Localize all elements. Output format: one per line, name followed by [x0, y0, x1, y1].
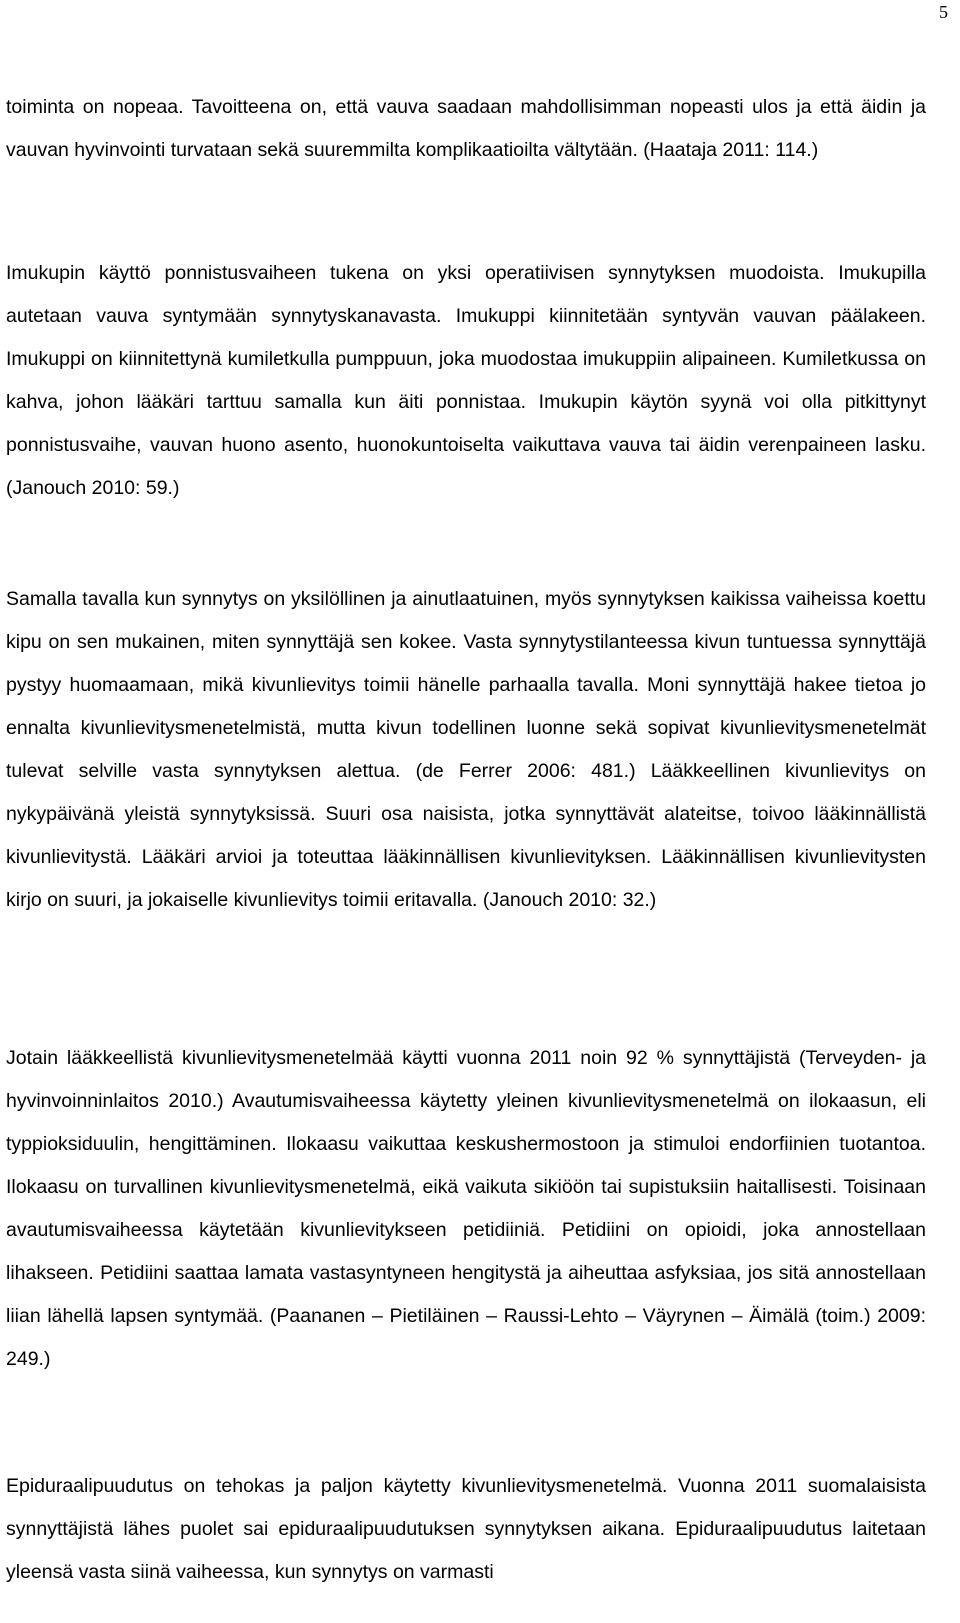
paragraph-5: Epiduraalipuudutus on tehokas ja paljon käytetty kivunlievitysmenetelmä. Vuonna 2011 suomalaisista synnyttäjistä lähes puolet sai epiduraalipuudutuksen synnytyksen aikana. Epiduraalipuudutus laitetaan yleensä vasta siinä vaiheessa, kun synnytys on varmasti [6, 1474, 926, 1583]
paragraph-3: Samalla tavalla kun synnytys on yksilöllinen ja ainutlaatuinen, myös synnytyksen kaikissa vaiheissa koettu kipu on sen mukainen, miten synnyttäjä sen kokee. Vasta synnytystilanteessa kivun tuntuessa synnyttäjä pystyy huomaamaan, mikä kivunlievitys toimii hänelle parhaalla tavalla. Moni synnyttäjä hakee tietoa jo ennalta kivunlievitysmenetelmistä, mutta kivun todellinen luonne sekä sopivat kivunlievitysmenetelmät tulevat selville vasta synnytyksen alettua. (de Ferrer 2006: 481.) Lääkkeellinen kivunlievitys on nykypäivänä yleistä synnytyksissä. Suuri osa naisista, jotka synnyttävät alateitse, toivoo lääkinnällistä kivunlievitystä. Lääkäri arvioi ja toteuttaa lääkinnällisen kivunlievityksen. Lääkinnällisen kivunlievitysten kirjo on suuri, ja jokaiselle kivunlievitys toimii eritavalla. (Janouch 2010: 32.) [6, 587, 926, 911]
paragraph-1: toiminta on nopeaa. Tavoitteena on, että vauva saadaan mahdollisimman nopeasti ulos ja että äidin ja vauvan hyvinvointi turvataan sekä suuremmilta komplikaatioilta vältytään. (Haataja 2011: 114.) [6, 95, 926, 161]
page-number: 5 [939, 2, 948, 22]
paragraph-4: Jotain lääkkeellistä kivunlievitysmenetelmää käytti vuonna 2011 noin 92 % synnyttäjistä (Terveyden- ja hyvinvoinninlaitos 2010.) Avautumisvaiheessa käytetty yleinen kivunlievitysmenetelmä on ilokaasun, eli typpioksiduulin, hengittäminen. Ilokaasu vaikuttaa keskushermostoon ja stimuloi endorfiinien tuotantoa. Ilokaasu on turvallinen kivunlievitysmenetelmä, eikä vaikuta sikiöön tai supistuksiin haitallisesti. Toisinaan avautumisvaiheessa käytetään kivunlievitykseen petidiiniä. Petidiini on opioidi, joka annostellaan lihakseen. Petidiini saattaa lamata vastasyntyneen hengitystä ja aiheuttaa asfyksiaa, jos sitä annostellaan liian lähellä lapsen syntymää. (Paananen – Pietiläinen – Raussi-Lehto – Väyrynen – Äimälä (toim.) 2009: 249.) [6, 1046, 926, 1370]
paragraph-2: Imukupin käyttö ponnistusvaiheen tukena on yksi operatiivisen synnytyksen muodoista. Imukupilla autetaan vauva syntymään synnytyskanavasta. Imukuppi kiinnitetään syntyvän vauvan päälakeen. Imukuppi on kiinnitettynä kumiletkulla pumppuun, joka muodostaa imukuppiin alipaineen. Kumiletkussa on kahva, johon lääkäri tarttuu samalla kun äiti ponnistaa. Imukupin käytön syynä voi olla pitkittynyt ponnistusvaihe, vauvan huono asento, huonokuntoiselta vaikuttava vauva tai äidin verenpaineen lasku. (Janouch 2010: 59.) [6, 261, 926, 499]
